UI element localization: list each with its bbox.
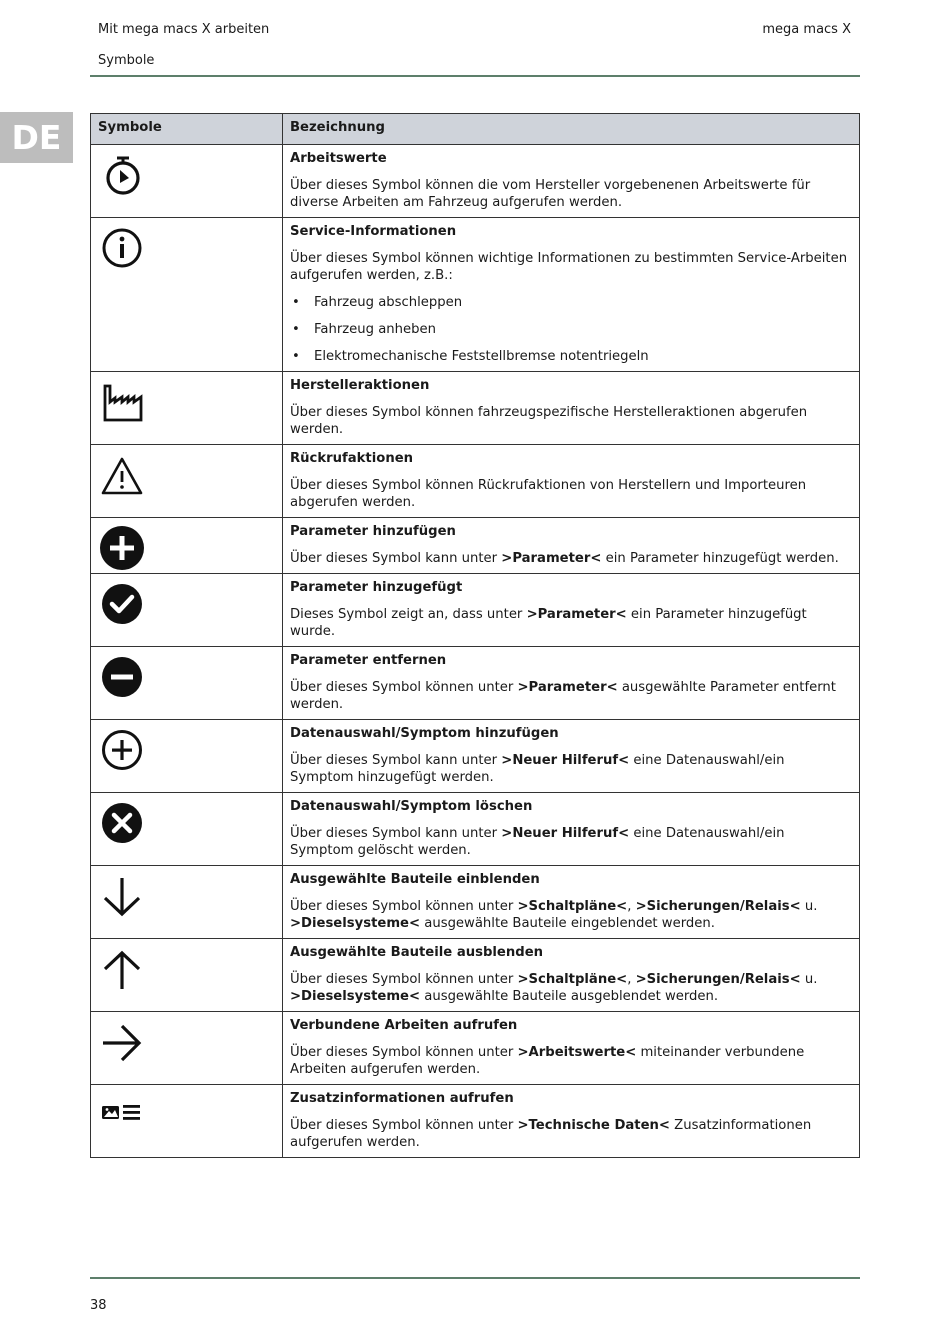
symbol-title: Herstelleraktionen — [290, 378, 430, 393]
menu-reference: >Sicherungen/Relais< — [635, 899, 801, 914]
bullet-item: • Fahrzeug anheben — [290, 321, 852, 338]
description-text: ein Parameter hinzugefügt wurde. — [290, 607, 807, 639]
arrow-up-icon — [100, 947, 282, 993]
symbol-cell — [91, 372, 283, 445]
description-text: Über dieses Symbol können unter — [290, 1045, 518, 1060]
table-row — [91, 372, 860, 445]
table-row — [91, 647, 860, 720]
symbol-title: Datenauswahl/Symptom hinzufügen — [290, 726, 559, 741]
label-cell — [283, 518, 860, 574]
label-cell — [283, 372, 860, 445]
symbol-description — [290, 477, 852, 511]
table-header-row — [91, 114, 860, 145]
label-cell — [283, 145, 860, 218]
page-number: 38 — [90, 1298, 107, 1313]
description-text: Über dieses Symbol kann unter — [290, 551, 502, 566]
header-subsection-title: Symbole — [98, 53, 155, 68]
factory-icon — [100, 380, 282, 426]
description-text: Über dieses Symbol kann unter — [290, 826, 502, 841]
symbol-description — [290, 404, 852, 438]
image-list-icon — [100, 1093, 282, 1139]
column-header-label: Bezeichnung — [283, 114, 860, 145]
symbol-description — [290, 250, 852, 284]
menu-reference: >Sicherungen/Relais< — [635, 972, 801, 987]
symbol-cell — [91, 647, 283, 720]
symbol-cell — [91, 218, 283, 372]
description-text: Über dieses Symbol können fahrzeugspezifische Herstelleraktionen abgerufen werden. — [290, 405, 808, 437]
symbol-title: Service-Informationen — [290, 224, 457, 239]
menu-reference: >Parameter< — [526, 607, 627, 622]
symbol-description — [290, 606, 852, 640]
description-text: Über dieses Symbol können die vom Hersteller vorgebenenen Arbeitswerte für diverse Arbeiten am Fahrzeug aufgerufen werden. — [290, 178, 811, 210]
symbol-description — [290, 1044, 852, 1078]
symbol-description — [290, 177, 852, 211]
symbol-description — [290, 898, 852, 932]
description-text: eine Datenauswahl/ein Symptom hinzugefügt werden. — [290, 753, 785, 785]
table-row — [91, 793, 860, 866]
label-cell — [283, 866, 860, 939]
table-row — [91, 720, 860, 793]
table-row — [91, 445, 860, 518]
symbol-cell — [91, 518, 283, 574]
label-cell — [283, 720, 860, 793]
label-cell — [283, 1085, 860, 1158]
symbol-title: Rückrufaktionen — [290, 451, 414, 466]
menu-reference: >Neuer Hilferuf< — [501, 753, 630, 768]
symbol-title: Arbeitswerte — [290, 151, 387, 166]
description-text: u. — [800, 899, 818, 914]
bullet-item: • Elektromechanische Feststellbremse notentriegeln — [290, 348, 852, 365]
symbol-cell — [91, 720, 283, 793]
menu-reference: >Technische Daten< — [517, 1118, 670, 1133]
description-text: Dieses Symbol zeigt an, dass unter — [290, 607, 527, 622]
description-text: Über dieses Symbol kann unter — [290, 753, 502, 768]
table-row — [91, 218, 860, 372]
menu-reference: >Parameter< — [517, 680, 618, 695]
menu-reference: >Neuer Hilferuf< — [501, 826, 630, 841]
table-row — [91, 518, 860, 574]
menu-reference: >Dieselsysteme< — [290, 989, 421, 1004]
description-text: , — [627, 899, 636, 914]
menu-reference: >Schaltpläne< — [517, 972, 628, 987]
symbol-cell — [91, 445, 283, 518]
symbol-description — [290, 679, 852, 713]
symbol-description — [290, 550, 852, 567]
symbol-cell — [91, 574, 283, 647]
bullet-item: • Fahrzeug abschleppen — [290, 294, 852, 311]
table-row — [91, 939, 860, 1012]
symbol-title: Verbundene Arbeiten aufrufen — [290, 1018, 518, 1033]
menu-reference: >Arbeitswerte< — [517, 1045, 637, 1060]
symbol-table — [90, 113, 860, 1158]
symbol-cell — [91, 793, 283, 866]
symbol-title: Parameter hinzugefügt — [290, 580, 463, 595]
table-row — [91, 1085, 860, 1158]
symbol-cell — [91, 1085, 283, 1158]
symbol-description — [290, 825, 852, 859]
description-text: Zusatzinformationen aufgerufen werden. — [290, 1118, 812, 1150]
table-row — [91, 145, 860, 218]
arrow-right-icon — [100, 1020, 282, 1066]
symbol-cell — [91, 1012, 283, 1085]
label-cell — [283, 574, 860, 647]
description-text: ausgewählte Parameter entfernt werden. — [290, 680, 836, 712]
header-product-name: mega macs X — [762, 22, 851, 37]
symbol-title: Ausgewählte Bauteile einblenden — [290, 872, 540, 887]
header-divider — [90, 75, 860, 77]
label-cell — [283, 1012, 860, 1085]
label-cell — [283, 939, 860, 1012]
description-text: Über dieses Symbol können unter — [290, 1118, 518, 1133]
symbol-title: Datenauswahl/Symptom löschen — [290, 799, 533, 814]
description-text: Über dieses Symbol können unter — [290, 899, 518, 914]
bullet-list — [290, 294, 852, 365]
symbol-cell — [91, 939, 283, 1012]
menu-reference: >Dieselsysteme< — [290, 916, 421, 931]
label-cell — [283, 647, 860, 720]
symbol-title: Ausgewählte Bauteile ausblenden — [290, 945, 544, 960]
description-text: Über dieses Symbol können unter — [290, 972, 518, 987]
stopwatch-icon — [100, 153, 282, 199]
menu-reference: >Parameter< — [501, 551, 602, 566]
description-text: ausgewählte Bauteile eingeblendet werden. — [420, 916, 715, 931]
description-text: Über dieses Symbol können wichtige Informationen zu bestimmten Service-Arbeiten aufgerufen werden, z.B.: — [290, 251, 848, 283]
symbol-title: Zusatzinformationen aufrufen — [290, 1091, 514, 1106]
description-text: ausgewählte Bauteile ausgeblendet werden. — [420, 989, 719, 1004]
plus-circle-filled-icon — [100, 526, 282, 572]
header-section-title: Mit mega macs X arbeiten — [98, 22, 270, 37]
description-text: miteinander verbundene Arbeiten aufgerufen werden. — [290, 1045, 805, 1077]
symbol-cell — [91, 866, 283, 939]
language-tab: DE — [0, 112, 73, 163]
symbol-description — [290, 752, 852, 786]
symbol-cell — [91, 145, 283, 218]
table-row — [91, 1012, 860, 1085]
plus-circle-outline-icon — [100, 728, 282, 774]
label-cell — [283, 218, 860, 372]
label-cell — [283, 793, 860, 866]
description-text: u. — [800, 972, 818, 987]
footer-divider — [90, 1277, 860, 1279]
minus-circle-filled-icon — [100, 655, 282, 701]
description-text: Über dieses Symbol können unter — [290, 680, 518, 695]
description-text: Über dieses Symbol können Rückrufaktionen von Herstellern und Importeuren abgerufen werden. — [290, 478, 807, 510]
symbol-description — [290, 1117, 852, 1151]
check-circle-filled-icon — [100, 582, 282, 628]
x-circle-filled-icon — [100, 801, 282, 847]
description-text: , — [627, 972, 636, 987]
column-header-symbol: Symbole — [91, 114, 283, 145]
label-cell — [283, 445, 860, 518]
symbol-description — [290, 971, 852, 1005]
menu-reference: >Schaltpläne< — [517, 899, 628, 914]
arrow-down-icon — [100, 874, 282, 920]
symbol-title: Parameter entfernen — [290, 653, 447, 668]
table-row — [91, 866, 860, 939]
symbol-title: Parameter hinzufügen — [290, 524, 456, 539]
table-row — [91, 574, 860, 647]
info-icon — [100, 226, 282, 272]
warning-triangle-icon — [100, 453, 282, 499]
description-text: eine Datenauswahl/ein Symptom gelöscht werden. — [290, 826, 785, 858]
description-text: ein Parameter hinzugefügt werden. — [601, 551, 839, 566]
